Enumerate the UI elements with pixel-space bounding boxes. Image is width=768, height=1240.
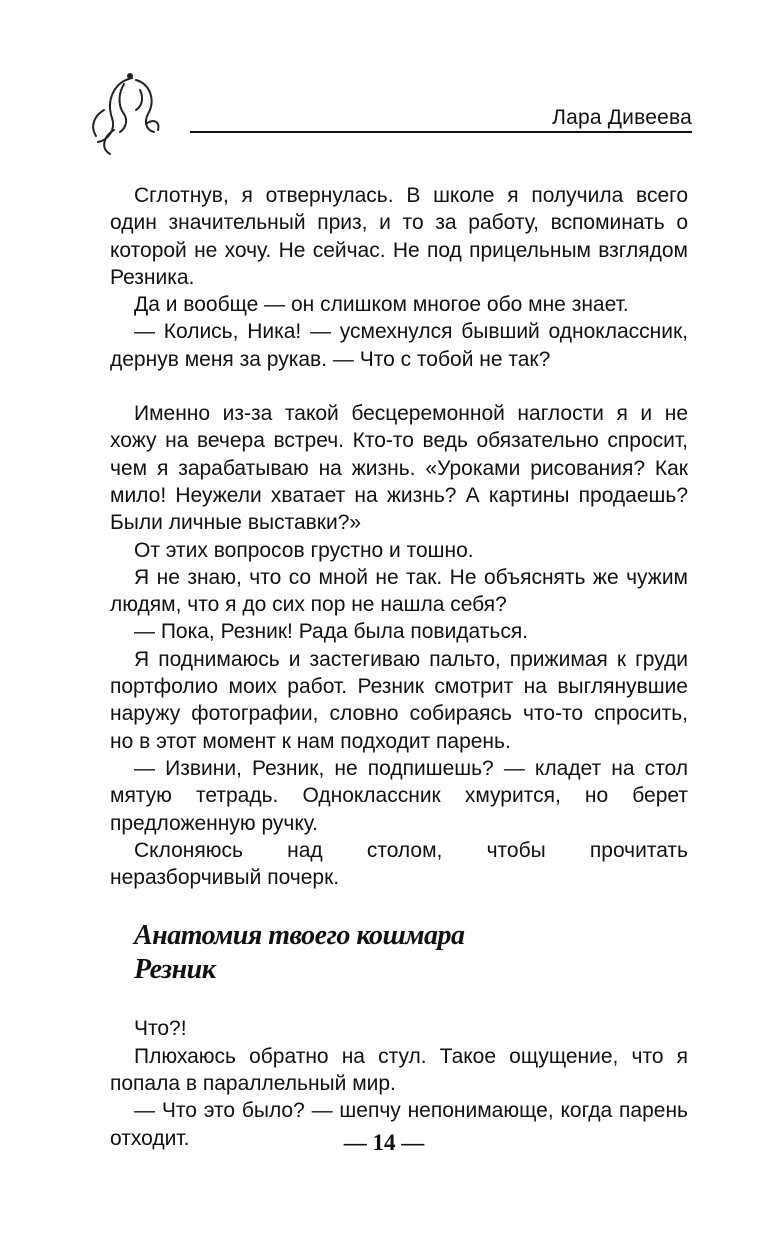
page-body (110, 182, 688, 1152)
paragraph: — Извини, Резник, не подпишешь? — кладет на стол мятую тетрадь. Одноклассник хмурится, но берет предложенную ручку. (110, 756, 688, 835)
paragraph: Что?! (134, 1017, 187, 1041)
page-number: — 14 — (343, 1130, 425, 1155)
header-rule (190, 131, 692, 133)
paragraph: Плюхаюсь обратно на стул. Такое ощущение, что я попала в параллельный мир. (110, 1044, 688, 1096)
page-header (84, 70, 692, 140)
paragraph: — Пока, Резник! Рада была повидаться. (134, 620, 529, 644)
woman-silhouette-ornament-icon (84, 70, 176, 160)
paragraph: Сглотнув, я отвернулась. В школе я получила всего один значительный приз, и то за работу, вспоминать о которой не хочу. Не сейчас. Не под прицельным взглядом Резника. (110, 184, 688, 289)
author-name: Лара Дивеева (552, 106, 692, 129)
handwritten-note-line1: Анатомия твоего кошмара (134, 920, 465, 952)
paragraph: Именно из-за такой бесцеремонной наглости я и не хожу на вечера встреч. Кто-то ведь обязательно спросит, чем я зарабатываю на жизнь. «Уроками рисования? Как мило! Неужели хватает на жизнь? А картины продаешь? Были личные выставки?» (110, 402, 688, 535)
paragraph: Да и вообще — он слишком многое обо мне знает. (134, 293, 629, 317)
paragraph: — Что это было? — шепчу непонимающе, когда парень отходит. (110, 1099, 688, 1150)
handwritten-note-line2: Резник (134, 954, 216, 986)
paragraph: — Колись, Ника! — усмехнулся бывший одноклассник, дернув меня за рукав. — Что с тобой не так? (110, 320, 688, 371)
paragraph: Я поднимаюсь и застегиваю пальто, прижимая к груди портфолио моих работ. Резник смотрит на выглянувшие наружу фотографии, словно собираясь что-то спросить, но в этот момент к нам подходит парень. (110, 647, 688, 753)
paragraph: От этих вопросов грустно и тошно. (134, 538, 474, 562)
paragraph: Склоняюсь над столом, чтобы прочитать неразборчивый почерк. (110, 838, 688, 890)
paragraph: Я не знаю, что со мной не так. Не объяснять же чужим людям, что я до сих пор не нашла себя? (110, 565, 688, 617)
handwritten-note (110, 919, 688, 987)
